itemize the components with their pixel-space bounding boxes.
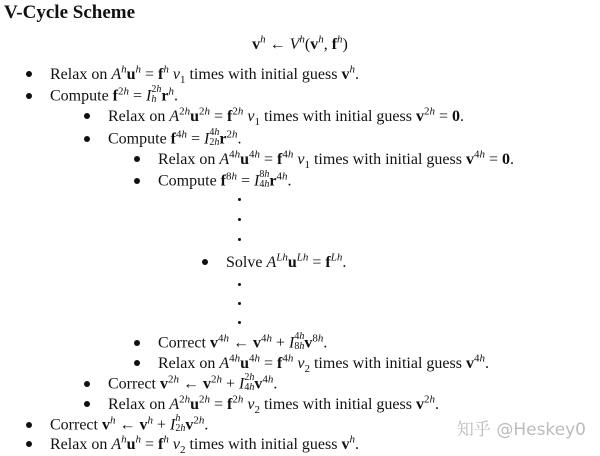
step-solve: Solve $A^{Lh}u^{Lh} = f^{Lh}$.: [202, 254, 346, 272]
ellipsis-dot: [238, 238, 241, 241]
step-relax-2h-post: Relax on $A^{2h}u^{2h} = f^{2h}$ $\nu_2$ times with initial guess $v^{2h}$.: [84, 396, 439, 414]
ellipsis-dot: [238, 218, 241, 221]
bullet-icon: [202, 259, 208, 265]
ellipsis-dot: [238, 302, 241, 305]
bullet-icon: [26, 422, 32, 428]
step-correct-v4h: Correct $v^{4h}$ ← $v^{4h} + I$ 4h 8h $v^{8h}$.: [134, 334, 327, 354]
ellipsis-dot: [238, 283, 241, 286]
bullet-icon: [26, 93, 32, 99]
bullet-icon: [134, 156, 140, 162]
bullet-icon: [84, 381, 90, 387]
step-compute-f4h: Compute $f^{4h} = I$ 4h 2h $r^{2h}$.: [84, 130, 241, 150]
step-relax-2h-pre: Relax on $A^{2h}u^{2h} = f^{2h}$ $\nu_1$ times with initial guess $v^{2h} = 0$.: [84, 108, 464, 126]
step-correct-v2h: Correct $v^{2h}$ ← $v^{2h} + I$ 2h 4h $v^{4h}$.: [84, 375, 277, 395]
bullet-icon: [134, 340, 140, 346]
main-equation: $v^h$ ← $V^h(v^h$, $f^h$): [252, 33, 348, 53]
step-relax-h-pre: Relax on $A^hu^h = f^h$ $\nu_1$ times with initial guess $v^h$.: [26, 66, 359, 84]
bullet-icon: [84, 136, 90, 142]
bullet-icon: [26, 71, 32, 77]
step-compute-f2h: Compute $f^{2h} = I$ 2h h $r^h$.: [26, 87, 178, 107]
bullet-icon: [134, 360, 140, 366]
bullet-icon: [84, 401, 90, 407]
bullet-icon: [134, 178, 140, 184]
step-correct-vh: Correct $v^h$ ← $v^h + I$ h 2h $v^{2h}$.: [26, 416, 208, 436]
ellipsis-dot: [238, 321, 241, 324]
watermark: 知乎 @Heskey0: [456, 420, 586, 440]
step-relax-h-post: Relax on $A^hu^h = f^h$ $\nu_2$ times with initial guess $v^h$.: [26, 436, 359, 454]
ellipsis-dot: [238, 198, 241, 201]
bullet-icon: [26, 441, 32, 447]
step-relax-4h-post: Relax on $A^{4h}u^{4h} = f^{4h}$ $\nu_2$ times with initial guess $v^{4h}$.: [134, 355, 489, 373]
bullet-icon: [84, 113, 90, 119]
page-title: V-Cycle Scheme: [4, 2, 136, 23]
step-relax-4h-pre: Relax on $A^{4h}u^{4h} = f^{4h}$ $\nu_1$ times with initial guess $v^{4h} = 0$.: [134, 151, 514, 169]
step-compute-f8h: Compute $f^{8h} = I$ 8h 4h $r^{4h}$.: [134, 172, 291, 192]
